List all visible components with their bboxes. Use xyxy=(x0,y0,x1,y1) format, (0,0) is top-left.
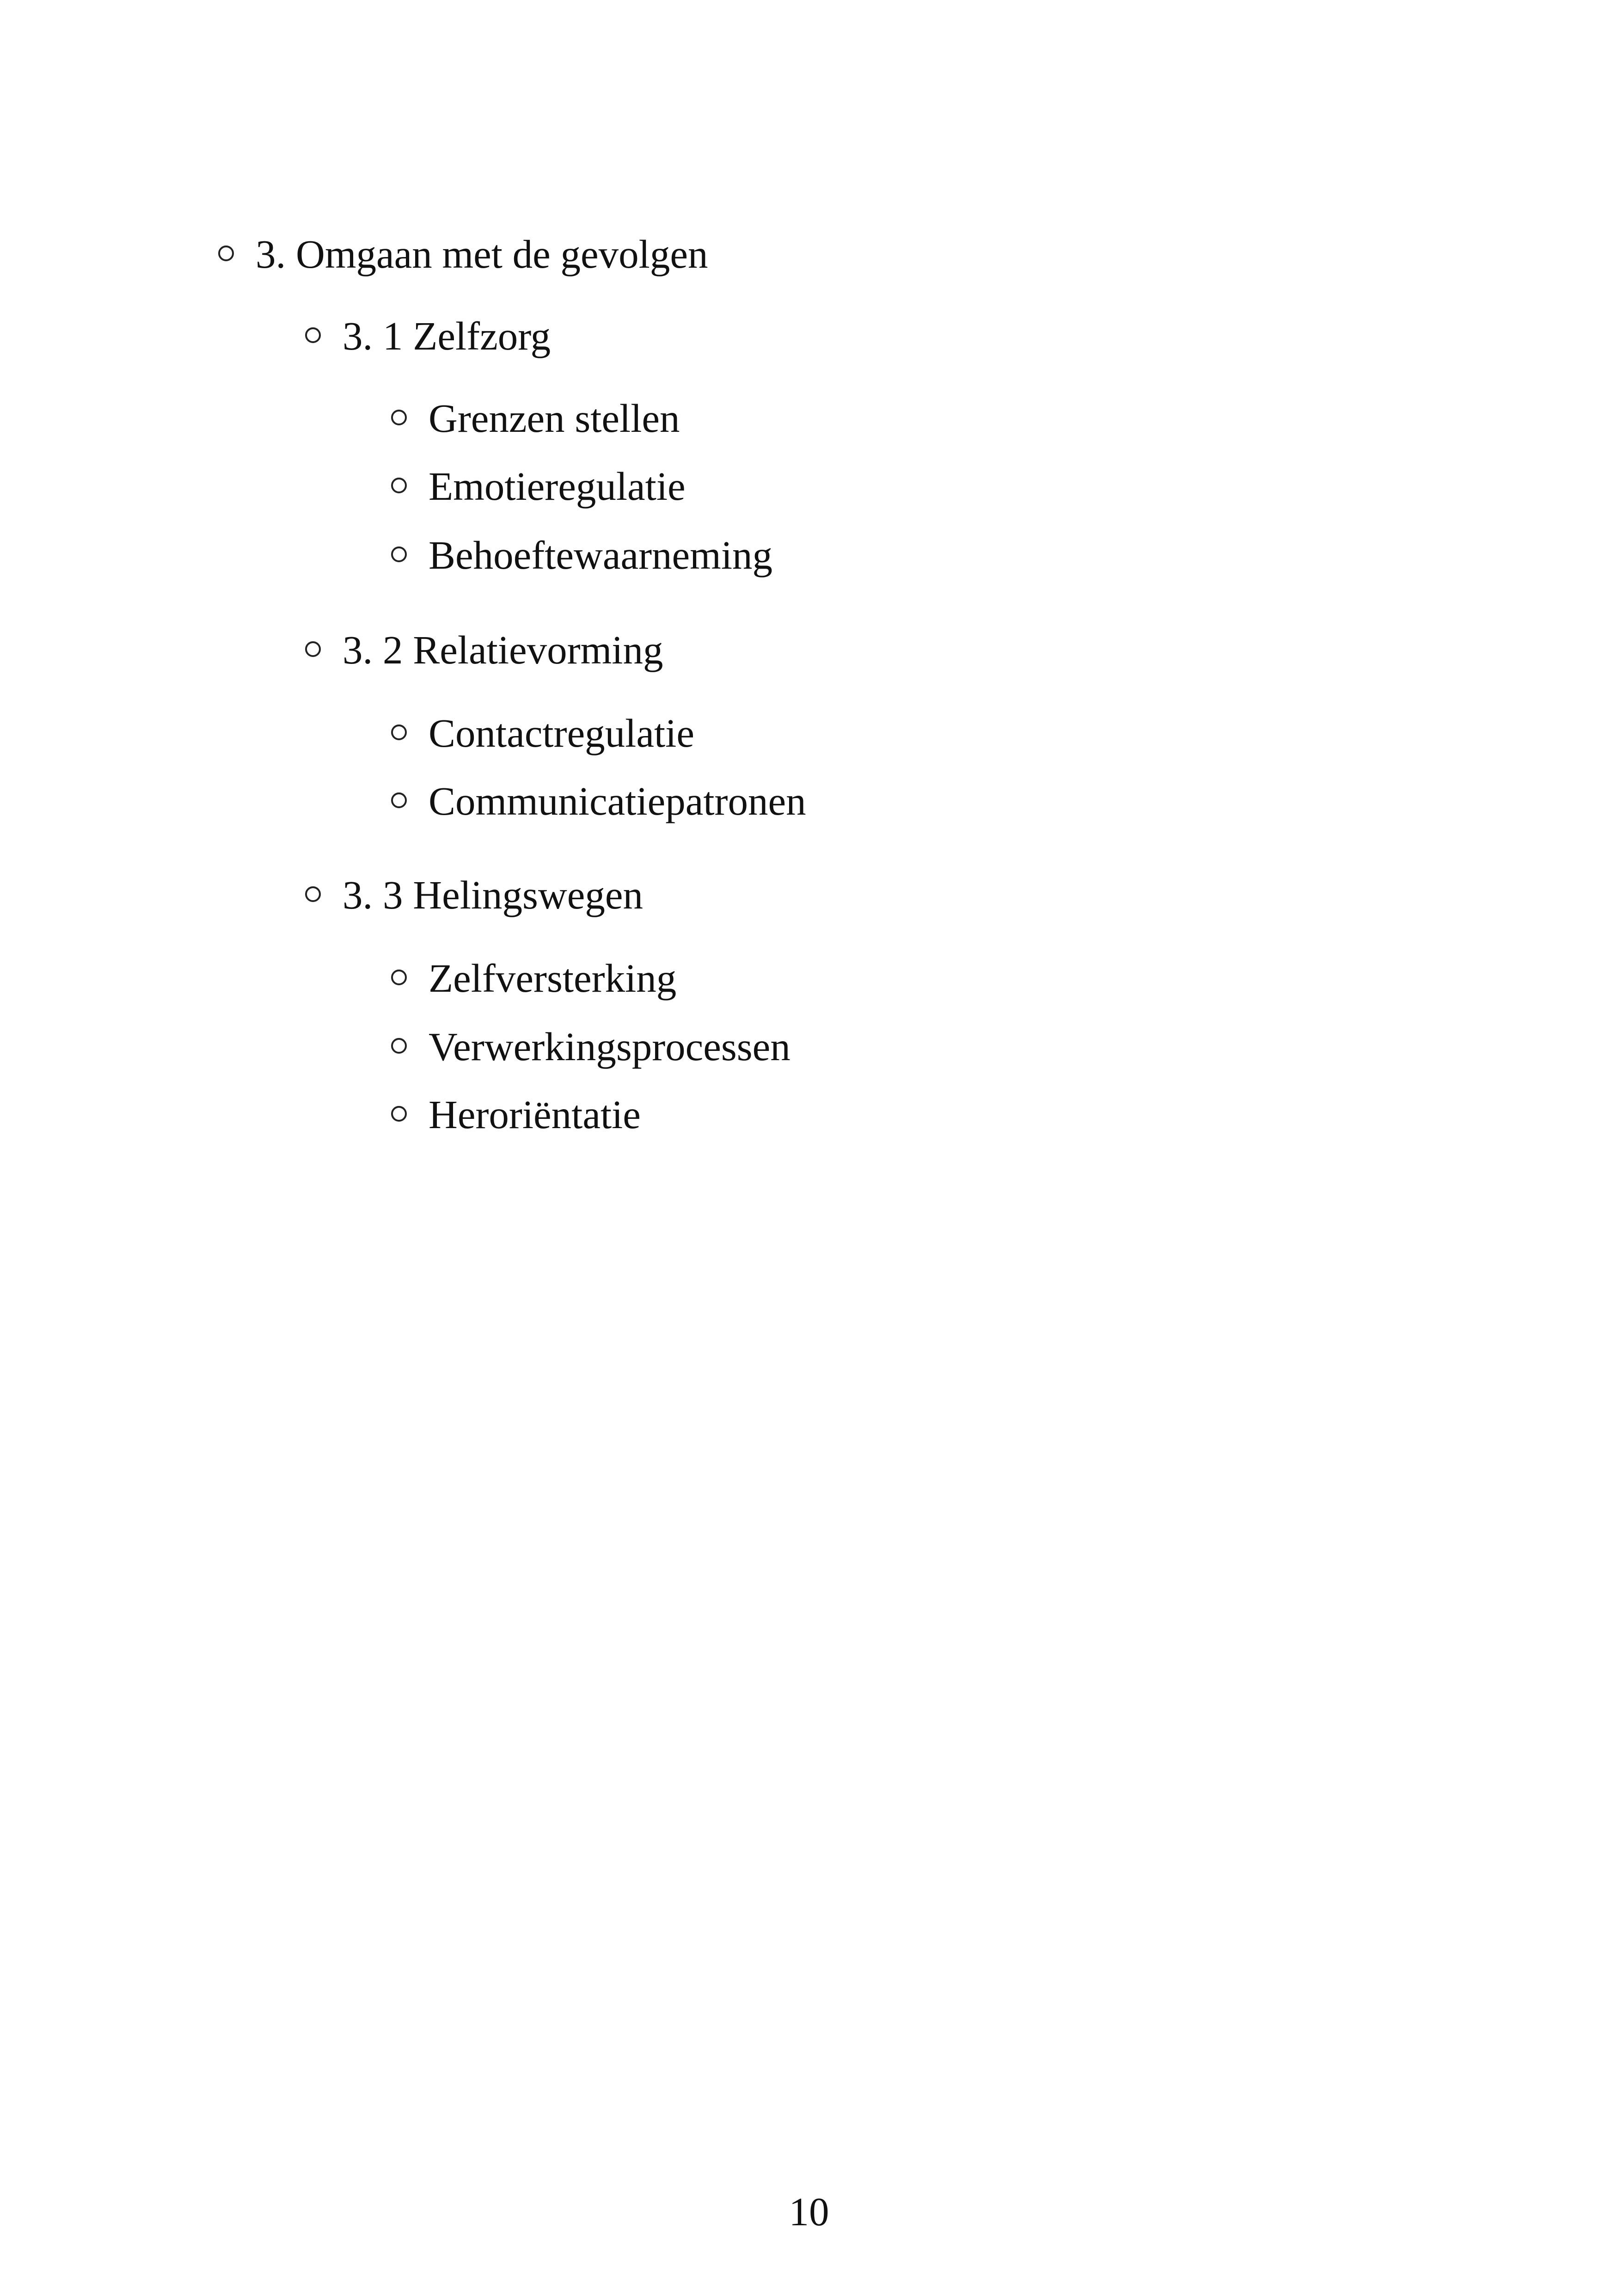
hollow-circle-bullet-icon xyxy=(391,1106,407,1122)
list-item-text: Behoeftewaarneming xyxy=(429,533,773,577)
hollow-circle-bullet-icon xyxy=(305,886,321,902)
section-title: 3. Omgaan met de gevolgen xyxy=(256,232,708,276)
outline-subsection-heading xyxy=(305,313,551,358)
list-item-text: Emotieregulatie xyxy=(429,464,686,509)
list-item-text: Communicatiepatronen xyxy=(429,779,806,823)
subsection-title: 3. 1 Zelfzorg xyxy=(343,313,551,358)
hollow-circle-bullet-icon xyxy=(391,410,407,425)
list-item-text: Grenzen stellen xyxy=(429,396,680,441)
hollow-circle-bullet-icon xyxy=(305,327,321,343)
outline-list-item xyxy=(391,1094,641,1135)
outline-list-item xyxy=(391,535,772,575)
hollow-circle-bullet-icon xyxy=(391,546,407,562)
outline-list-item xyxy=(391,1026,791,1067)
outline-list-item xyxy=(391,713,694,753)
hollow-circle-bullet-icon xyxy=(218,246,234,261)
hollow-circle-bullet-icon xyxy=(391,724,407,740)
page-number: 10 xyxy=(789,2189,829,2234)
outline-section-heading xyxy=(218,234,708,274)
list-item-text: Heroriëntatie xyxy=(429,1092,641,1137)
outline-list-item xyxy=(391,464,686,509)
list-item-text: Zelfversterking xyxy=(429,956,677,1001)
list-item-text: Contactregulatie xyxy=(429,711,694,755)
outline-list-item xyxy=(391,956,677,1001)
hollow-circle-bullet-icon xyxy=(305,641,321,657)
outline-subsection-heading xyxy=(305,627,663,672)
subsection-title: 3. 2 Relatievorming xyxy=(343,627,663,672)
list-item-text: Verwerkingsprocessen xyxy=(429,1024,791,1069)
hollow-circle-bullet-icon xyxy=(391,792,407,808)
hollow-circle-bullet-icon xyxy=(391,478,407,493)
outline-list-item xyxy=(391,781,806,821)
outline-subsection-heading xyxy=(305,872,643,917)
subsection-title: 3. 3 Helingswegen xyxy=(343,872,643,917)
outline-list-item xyxy=(391,396,680,441)
hollow-circle-bullet-icon xyxy=(391,1038,407,1054)
hollow-circle-bullet-icon xyxy=(391,970,407,985)
